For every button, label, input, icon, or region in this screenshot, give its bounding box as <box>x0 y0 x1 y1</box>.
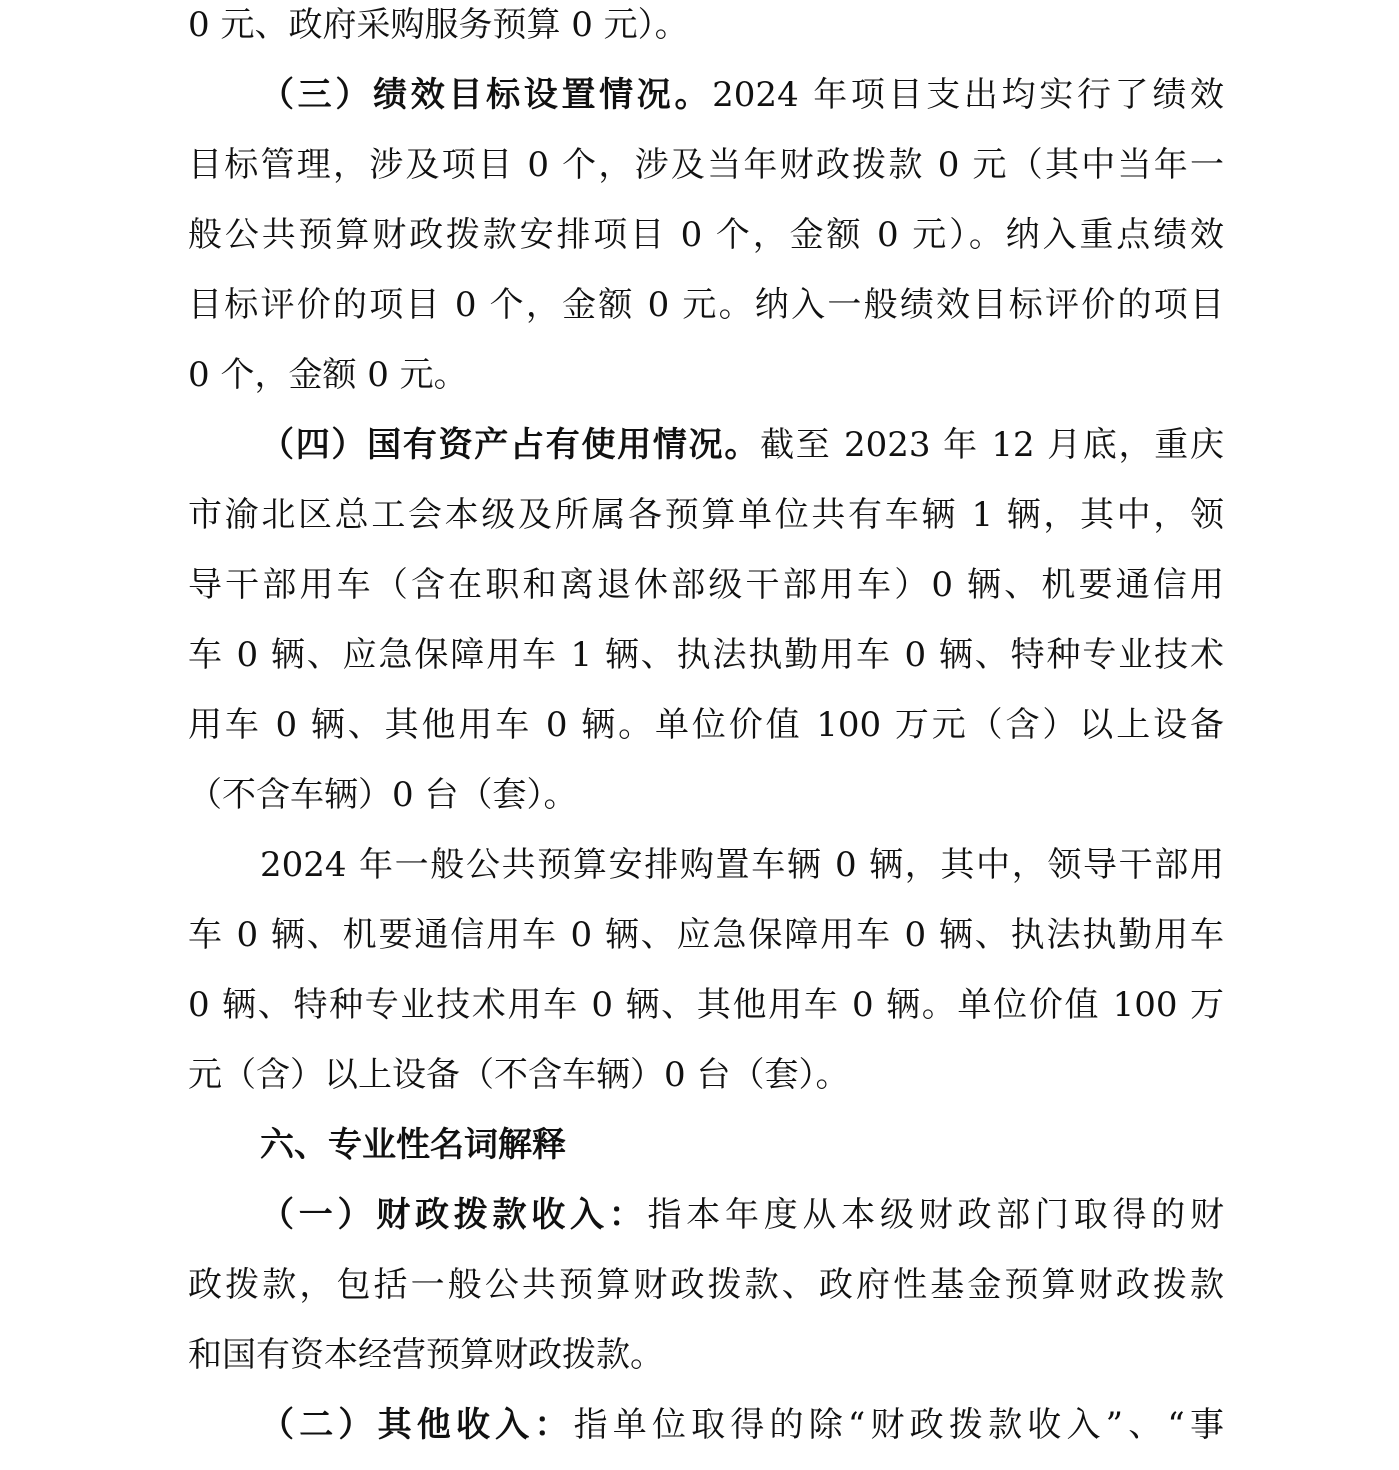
paragraph-line: 政拨款，包括一般公共预算财政拨款、政府性基金预算财政拨款 <box>188 1265 1224 1305</box>
paragraph-line: 市渝北区总工会本级及所属各预算单位共有车辆 1 辆，其中，领 <box>188 495 1224 535</box>
paragraph-line: （一）财政拨款收入：指本年度从本级财政部门取得的财 <box>260 1195 1224 1235</box>
paragraph-line: 2024 年一般公共预算安排购置车辆 0 辆，其中，领导干部用 <box>260 845 1224 885</box>
paragraph-line: 目标评价的项目 0 个，金额 0 元。纳入一般绩效目标评价的项目 <box>188 285 1224 325</box>
paragraph-line: 般公共预算财政拨款安排项目 0 个，金额 0 元）。纳入重点绩效 <box>188 215 1224 255</box>
paragraph-line: （四）国有资产占有使用情况。截至 2023 年 12 月底，重庆 <box>260 425 1224 465</box>
paragraph-line: 0 个，金额 0 元。 <box>188 355 468 395</box>
section-lead: （四）国有资产占有使用情况。 <box>260 425 761 465</box>
paragraph-line: 元（含）以上设备（不含车辆）0 台（套）。 <box>188 1055 850 1095</box>
term-lead: （二）其他收入： <box>260 1405 574 1445</box>
paragraph-line: 导干部用车（含在职和离退休部级干部用车）0 辆、机要通信用 <box>188 565 1224 605</box>
paragraph-line: （不含车辆）0 台（套）。 <box>188 775 578 815</box>
paragraph-line: 和国有资本经营预算财政拨款。 <box>188 1335 664 1375</box>
paragraph-line: 车 0 辆、机要通信用车 0 辆、应急保障用车 0 辆、执法执勤用车 <box>188 915 1224 955</box>
paragraph-line: 0 元、政府采购服务预算 0 元）。 <box>188 5 689 45</box>
paragraph-line: 用车 0 辆、其他用车 0 辆。单位价值 100 万元（含）以上设备 <box>188 705 1224 745</box>
term-lead: （一）财政拨款收入： <box>260 1195 648 1235</box>
section-heading: 六、专业性名词解释 <box>260 1125 566 1165</box>
paragraph-line: 0 辆、特种专业技术用车 0 辆、其他用车 0 辆。单位价值 100 万 <box>188 985 1224 1025</box>
paragraph-line: （二）其他收入：指单位取得的除“财政拨款收入”、“事 <box>260 1405 1225 1445</box>
paragraph-line: 目标管理，涉及项目 0 个，涉及当年财政拨款 0 元（其中当年一 <box>188 145 1224 185</box>
paragraph-line: 车 0 辆、应急保障用车 1 辆、执法执勤用车 0 辆、特种专业技术 <box>188 635 1224 675</box>
section-lead: （三）绩效目标设置情况。 <box>260 75 713 115</box>
paragraph-line: （三）绩效目标设置情况。2024 年项目支出均实行了绩效 <box>260 75 1224 115</box>
